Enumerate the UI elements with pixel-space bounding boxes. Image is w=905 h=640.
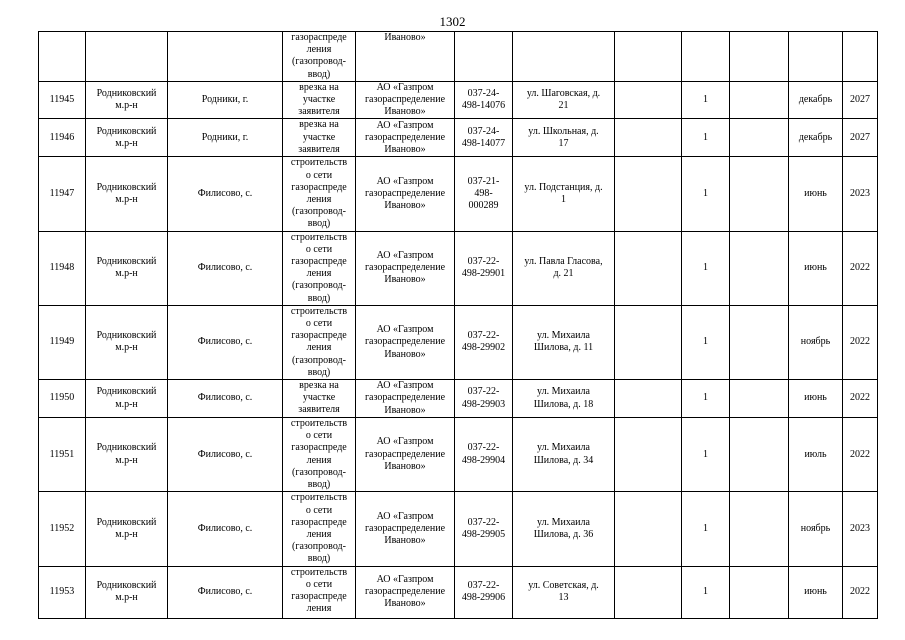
cell-locality: Родники, г. xyxy=(168,81,283,119)
work-line: врезка на xyxy=(299,380,339,392)
district-line: Родниковский xyxy=(96,330,157,342)
cell-locality xyxy=(168,32,283,82)
cell-empty xyxy=(730,81,789,119)
organization-line: Иваново» xyxy=(384,598,426,610)
table-body xyxy=(39,32,878,619)
organization-line: Иваново» xyxy=(384,404,426,416)
cell-district xyxy=(86,566,168,618)
cell-address xyxy=(513,119,615,157)
organization-line: АО «Газпром xyxy=(376,175,434,187)
cell-number: 11946 xyxy=(39,119,86,157)
cell-month: ноябрь xyxy=(789,305,843,379)
work-line: газораспреде xyxy=(291,442,347,454)
cell-empty xyxy=(615,119,682,157)
work-line: участке xyxy=(302,392,336,404)
cell-district xyxy=(86,380,168,418)
district-line: м.р-н xyxy=(115,454,138,466)
code-line: 498-29906 xyxy=(461,592,506,604)
address-line: д. 21 xyxy=(553,268,574,280)
cell-code xyxy=(455,492,513,566)
work-line: ввод) xyxy=(307,292,331,304)
cell-work-type xyxy=(283,81,356,119)
work-line: (газопровод- xyxy=(292,280,346,292)
district-line: м.р-н xyxy=(115,268,138,280)
district-line: Родниковский xyxy=(96,87,157,99)
work-line: о сети xyxy=(305,578,333,590)
cell-count xyxy=(682,32,730,82)
cell-month: декабрь xyxy=(789,81,843,119)
work-line: ления xyxy=(306,194,332,206)
cell-empty xyxy=(615,305,682,379)
work-line: ввод) xyxy=(307,479,331,491)
cell-district xyxy=(86,81,168,119)
code-line: 037-22- xyxy=(467,256,500,268)
district-line: м.р-н xyxy=(115,398,138,410)
work-line: врезка на xyxy=(299,81,339,93)
organization-line: Иваново» xyxy=(384,274,426,286)
organization-line: АО «Газпром xyxy=(376,119,434,131)
cell-code xyxy=(455,32,513,82)
cell-address xyxy=(513,380,615,418)
work-line: газораспреде xyxy=(291,516,347,528)
cell-work-type xyxy=(283,32,356,82)
cell-code xyxy=(455,305,513,379)
address-line: ул. Михаила xyxy=(537,386,590,398)
work-line: строительств xyxy=(290,418,348,430)
address-line: ул. Шаговская, д. xyxy=(526,87,601,99)
code-line: 037-22- xyxy=(467,579,500,591)
work-line: заявителя xyxy=(298,404,340,416)
cell-empty xyxy=(615,32,682,82)
work-line: о сети xyxy=(305,318,333,330)
organization-line: газораспределение xyxy=(364,262,446,274)
cell-empty xyxy=(730,566,789,618)
code-line: 498-29902 xyxy=(461,342,506,354)
cell-code xyxy=(455,231,513,305)
organization-line: Иваново» xyxy=(384,106,426,118)
cell-work-type xyxy=(283,157,356,231)
code-line: 498-14077 xyxy=(461,137,506,149)
district-line: Родниковский xyxy=(96,579,157,591)
cell-address xyxy=(513,32,615,82)
organization-line: АО «Газпром xyxy=(376,324,434,336)
work-line: ления xyxy=(306,603,332,615)
cell-address xyxy=(513,305,615,379)
work-line: о сети xyxy=(305,169,333,181)
table-row xyxy=(39,380,878,418)
code-line: 498-29905 xyxy=(461,528,506,540)
cell-work-type xyxy=(283,566,356,618)
cell-empty xyxy=(615,380,682,418)
address-line: 13 xyxy=(558,592,569,604)
work-line: газораспреде xyxy=(291,590,347,602)
cell-year: 2022 xyxy=(843,305,878,379)
cell-work-type xyxy=(283,119,356,157)
cell-number: 11948 xyxy=(39,231,86,305)
table-row xyxy=(39,418,878,492)
table-row xyxy=(39,492,878,566)
cell-month: июль xyxy=(789,418,843,492)
code-line: 498-14076 xyxy=(461,100,506,112)
cell-address xyxy=(513,566,615,618)
cell-locality: Родники, г. xyxy=(168,119,283,157)
organization-line: АО «Газпром xyxy=(376,81,434,93)
work-line: ления xyxy=(306,268,332,280)
cell-district xyxy=(86,492,168,566)
cell-month: июнь xyxy=(789,566,843,618)
work-line: участке xyxy=(302,131,336,143)
cell-empty xyxy=(615,231,682,305)
table-row xyxy=(39,119,878,157)
cell-number: 11950 xyxy=(39,380,86,418)
cell-empty xyxy=(615,492,682,566)
organization-line: газораспределение xyxy=(364,187,446,199)
cell-year: 2023 xyxy=(843,157,878,231)
code-line: 037-24- xyxy=(467,87,500,99)
cell-empty xyxy=(615,418,682,492)
work-line: строительств xyxy=(290,157,348,169)
code-line: 498-29903 xyxy=(461,398,506,410)
district-line: м.р-н xyxy=(115,592,138,604)
gas-connection-table xyxy=(38,31,878,619)
cell-organization xyxy=(356,81,455,119)
cell-count: 1 xyxy=(682,418,730,492)
code-line: 498- xyxy=(474,187,493,199)
organization-line: АО «Газпром xyxy=(376,249,434,261)
district-line: Родниковский xyxy=(96,386,157,398)
cell-empty xyxy=(615,566,682,618)
district-line: м.р-н xyxy=(115,194,138,206)
address-line: ул. Советская, д. xyxy=(528,579,599,591)
work-line: ввод) xyxy=(307,366,331,378)
cell-month: июнь xyxy=(789,380,843,418)
cell-empty xyxy=(730,231,789,305)
table-row xyxy=(39,305,878,379)
code-line: 037-24- xyxy=(467,125,500,137)
work-line: строительств xyxy=(290,492,348,504)
cell-count: 1 xyxy=(682,157,730,231)
cell-work-type xyxy=(283,418,356,492)
organization-line: газораспределение xyxy=(364,336,446,348)
cell-empty xyxy=(730,157,789,231)
organization-line: АО «Газпром xyxy=(376,380,434,392)
organization-line: газораспределение xyxy=(364,392,446,404)
page-number: 1302 xyxy=(439,14,466,29)
organization-line: Иваново» xyxy=(384,200,426,212)
cell-month: ноябрь xyxy=(789,492,843,566)
cell-code xyxy=(455,566,513,618)
cell-organization xyxy=(356,418,455,492)
work-line: ввод) xyxy=(307,218,331,230)
work-line: ления xyxy=(306,342,332,354)
cell-code xyxy=(455,119,513,157)
district-line: Родниковский xyxy=(96,256,157,268)
work-line: ления xyxy=(306,44,332,56)
code-line: 037-22- xyxy=(467,330,500,342)
table-row xyxy=(39,231,878,305)
cell-district xyxy=(86,119,168,157)
code-line: 037-21- xyxy=(467,175,500,187)
organization-line: АО «Газпром xyxy=(376,510,434,522)
cell-count: 1 xyxy=(682,231,730,305)
cell-address xyxy=(513,418,615,492)
address-line: ул. Михаила xyxy=(537,516,590,528)
cell-address xyxy=(513,157,615,231)
cell-year xyxy=(843,32,878,82)
cell-year: 2022 xyxy=(843,566,878,618)
cell-number: 11953 xyxy=(39,566,86,618)
cell-district xyxy=(86,305,168,379)
code-line: 498-29904 xyxy=(461,454,506,466)
cell-district xyxy=(86,418,168,492)
cell-district xyxy=(86,157,168,231)
district-line: м.р-н xyxy=(115,342,138,354)
cell-year: 2022 xyxy=(843,380,878,418)
work-line: ления xyxy=(306,454,332,466)
table-row xyxy=(39,81,878,119)
cell-locality: Филисово, с. xyxy=(168,566,283,618)
cell-organization xyxy=(356,566,455,618)
cell-count: 1 xyxy=(682,305,730,379)
address-line: ул. Михаила xyxy=(537,442,590,454)
cell-number: 11945 xyxy=(39,81,86,119)
address-line: ул. Школьная, д. xyxy=(528,125,599,137)
work-line: газораспреде xyxy=(291,32,347,43)
cell-number xyxy=(39,32,86,82)
district-line: м.р-н xyxy=(115,528,138,540)
organization-line: АО «Газпром xyxy=(376,436,434,448)
work-line: ления xyxy=(306,528,332,540)
cell-address xyxy=(513,81,615,119)
organization-line: газораспределение xyxy=(364,585,446,597)
organization-line: Иваново» xyxy=(384,535,426,546)
address-line: ул. Подстанция, д. xyxy=(524,181,603,193)
work-line: (газопровод- xyxy=(292,466,346,478)
cell-code xyxy=(455,157,513,231)
cell-code xyxy=(455,418,513,492)
address-line: 1 xyxy=(561,194,566,206)
cell-month: июнь xyxy=(789,157,843,231)
cell-empty xyxy=(730,492,789,566)
work-line: (газопровод- xyxy=(292,541,346,553)
work-line: ввод) xyxy=(307,68,331,80)
district-line: Родниковский xyxy=(96,181,157,193)
cell-work-type xyxy=(283,492,356,566)
cell-count: 1 xyxy=(682,380,730,418)
cell-work-type xyxy=(283,380,356,418)
cell-address xyxy=(513,231,615,305)
work-line: заявителя xyxy=(298,106,340,118)
table-row xyxy=(39,566,878,618)
district-line: м.р-н xyxy=(115,137,138,149)
work-line: строительств xyxy=(290,231,348,243)
work-line: строительств xyxy=(290,566,348,578)
work-line: (газопровод- xyxy=(292,354,346,366)
cell-month: июнь xyxy=(789,231,843,305)
cell-number: 11947 xyxy=(39,157,86,231)
district-line: м.р-н xyxy=(115,100,138,112)
cell-organization xyxy=(356,32,455,82)
table-row xyxy=(39,157,878,231)
cell-organization xyxy=(356,119,455,157)
cell-locality: Филисово, с. xyxy=(168,305,283,379)
work-line: заявителя xyxy=(298,143,340,155)
cell-year: 2022 xyxy=(843,418,878,492)
organization-line: Иваново» xyxy=(384,32,426,43)
work-line: газораспреде xyxy=(291,256,347,268)
work-line: газораспреде xyxy=(291,181,347,193)
cell-address xyxy=(513,492,615,566)
cell-month xyxy=(789,32,843,82)
organization-line: Иваново» xyxy=(384,348,426,360)
cell-locality: Филисово, с. xyxy=(168,157,283,231)
organization-line: АО «Газпром xyxy=(376,573,434,585)
cell-organization xyxy=(356,380,455,418)
code-line: 037-22- xyxy=(467,442,500,454)
cell-empty xyxy=(730,305,789,379)
cell-number: 11951 xyxy=(39,418,86,492)
continuation-row xyxy=(39,32,878,82)
cell-district xyxy=(86,32,168,82)
cell-organization xyxy=(356,231,455,305)
cell-district xyxy=(86,231,168,305)
address-line: ул. Павла Гласова, xyxy=(524,256,603,268)
work-line: строительств xyxy=(290,305,348,317)
district-line: Родниковский xyxy=(96,125,157,137)
cell-organization xyxy=(356,157,455,231)
work-line: участке xyxy=(302,94,336,106)
organization-line: газораспределение xyxy=(364,131,446,143)
cell-locality: Филисово, с. xyxy=(168,231,283,305)
district-line: Родниковский xyxy=(96,516,157,528)
cell-empty xyxy=(730,119,789,157)
code-line: 498-29901 xyxy=(461,268,506,280)
cell-code xyxy=(455,81,513,119)
address-line: Шилова, д. 34 xyxy=(533,454,594,466)
address-line: ул. Михаила xyxy=(537,330,590,342)
cell-year: 2027 xyxy=(843,81,878,119)
address-line: Шилова, д. 36 xyxy=(533,528,594,540)
cell-organization xyxy=(356,305,455,379)
district-line: Родниковский xyxy=(96,442,157,454)
code-line: 000289 xyxy=(468,200,499,212)
work-line: о сети xyxy=(305,430,333,442)
cell-count: 1 xyxy=(682,566,730,618)
cell-code xyxy=(455,380,513,418)
cell-count: 1 xyxy=(682,81,730,119)
cell-work-type xyxy=(283,305,356,379)
organization-line: газораспределение xyxy=(364,522,446,534)
work-line: врезка на xyxy=(299,119,339,131)
cell-count: 1 xyxy=(682,492,730,566)
address-line: Шилова, д. 18 xyxy=(533,398,594,410)
work-line: (газопровод- xyxy=(292,206,346,218)
cell-year: 2023 xyxy=(843,492,878,566)
cell-locality: Филисово, с. xyxy=(168,418,283,492)
cell-empty xyxy=(615,157,682,231)
cell-number: 11952 xyxy=(39,492,86,566)
cell-organization xyxy=(356,492,455,566)
cell-locality: Филисово, с. xyxy=(168,492,283,566)
work-line: о сети xyxy=(305,243,333,255)
cell-year: 2022 xyxy=(843,231,878,305)
code-line: 037-22- xyxy=(467,386,500,398)
work-line: газораспреде xyxy=(291,330,347,342)
address-line: 21 xyxy=(558,100,569,112)
cell-work-type xyxy=(283,231,356,305)
work-line: ввод) xyxy=(307,553,331,565)
cell-locality: Филисово, с. xyxy=(168,380,283,418)
organization-line: газораспределение xyxy=(364,448,446,460)
code-line: 037-22- xyxy=(467,516,500,528)
cell-count: 1 xyxy=(682,119,730,157)
organization-line: Иваново» xyxy=(384,460,426,472)
cell-empty xyxy=(730,418,789,492)
cell-year: 2027 xyxy=(843,119,878,157)
organization-line: газораспределение xyxy=(364,94,446,106)
cell-number: 11949 xyxy=(39,305,86,379)
cell-empty xyxy=(730,380,789,418)
cell-month: декабрь xyxy=(789,119,843,157)
work-line: о сети xyxy=(305,504,333,516)
cell-empty xyxy=(730,32,789,82)
work-line: (газопровод- xyxy=(292,56,346,68)
organization-line: Иваново» xyxy=(384,144,426,156)
address-line: Шилова, д. 11 xyxy=(533,342,594,354)
address-line: 17 xyxy=(558,137,569,149)
cell-empty xyxy=(615,81,682,119)
